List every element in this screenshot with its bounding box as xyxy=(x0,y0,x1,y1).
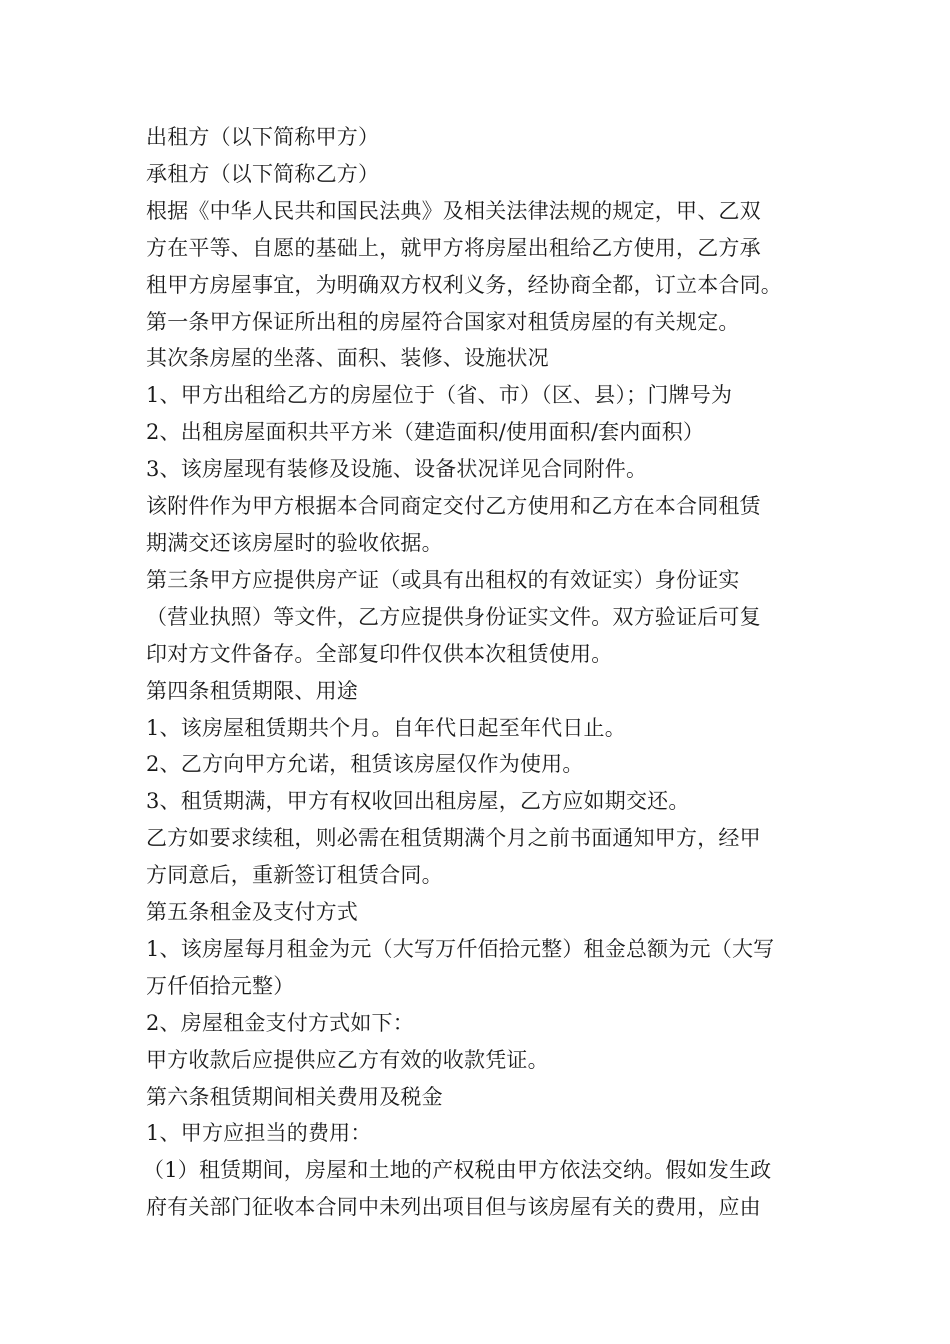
text-line: 方在平等、自愿的基础上，就甲方将房屋出租给乙方使用，乙方承 xyxy=(146,235,761,260)
text-line: 该附件作为甲方根据本合同商定交付乙方使用和乙方在本合同租赁 xyxy=(146,494,761,519)
text-line: 1、该房屋租赁期共个月。自年代日起至年代日止。 xyxy=(146,715,626,740)
text-line: 3、该房屋现有装修及设施、设备状况详见合同附件。 xyxy=(146,457,648,482)
text-line: 1、该房屋每月租金为元（大写万仟佰拾元整）租金总额为元（大写 xyxy=(146,936,775,961)
text-line: 第六条租赁期间相关费用及税金 xyxy=(146,1084,443,1109)
text-line: 印对方文件备存。全部复印件仅供本次租赁使用。 xyxy=(146,641,613,666)
text-line: 方同意后，重新签订租赁合同。 xyxy=(146,863,443,888)
text-line: 其次条房屋的坐落、面积、装修、设施状况 xyxy=(146,346,549,371)
text-line: 甲方收款后应提供应乙方有效的收款凭证。 xyxy=(146,1047,549,1072)
text-line: 万仟佰拾元整） xyxy=(146,973,295,998)
text-line: 1、甲方应担当的费用： xyxy=(146,1121,372,1146)
text-line: 1、甲方出租给乙方的房屋位于（省、市）（区、县）；门牌号为 xyxy=(146,383,733,408)
text-line: 根据《中华人民共和国民法典》及相关法律法规的规定，甲、乙双 xyxy=(146,198,761,223)
text-line: 第一条甲方保证所出租的房屋符合国家对租赁房屋的有关规定。 xyxy=(146,309,740,334)
text-line: 3、租赁期满，甲方有权收回出租房屋，乙方应如期交还。 xyxy=(146,789,690,814)
text-line: （1）租赁期间，房屋和土地的产权税由甲方依法交纳。假如发生政 xyxy=(143,1158,772,1183)
text-line: 第四条租赁期限、用途 xyxy=(146,678,358,703)
text-line: 2、出租房屋面积共平方米（建造面积/使用面积/套内面积） xyxy=(146,420,705,445)
text-line: 第五条租金及支付方式 xyxy=(146,900,358,925)
text-line: （营业执照）等文件，乙方应提供身份证实文件。双方验证后可复 xyxy=(146,604,761,629)
text-line: 2、乙方向甲方允诺，租赁该房屋仅作为使用。 xyxy=(146,752,584,777)
text-line: 承租方（以下简称乙方） xyxy=(146,161,380,186)
text-line: 府有关部门征收本合同中未列出项目但与该房屋有关的费用，应由 xyxy=(146,1195,761,1220)
text-line: 期满交还该房屋时的验收依据。 xyxy=(146,530,443,555)
text-line: 第三条甲方应提供房产证（或具有出租权的有效证实）身份证实 xyxy=(146,567,740,592)
text-line: 乙方如要求续租，则必需在租赁期满个月之前书面通知甲方，经甲 xyxy=(146,826,761,851)
text-line: 2、房屋租金支付方式如下： xyxy=(146,1010,414,1035)
text-line: 出租方（以下简称甲方） xyxy=(146,125,380,149)
document-body xyxy=(143,119,811,1226)
text-line: 租甲方房屋事宜，为明确双方权利义务，经协商全都，订立本合同。 xyxy=(146,272,782,297)
